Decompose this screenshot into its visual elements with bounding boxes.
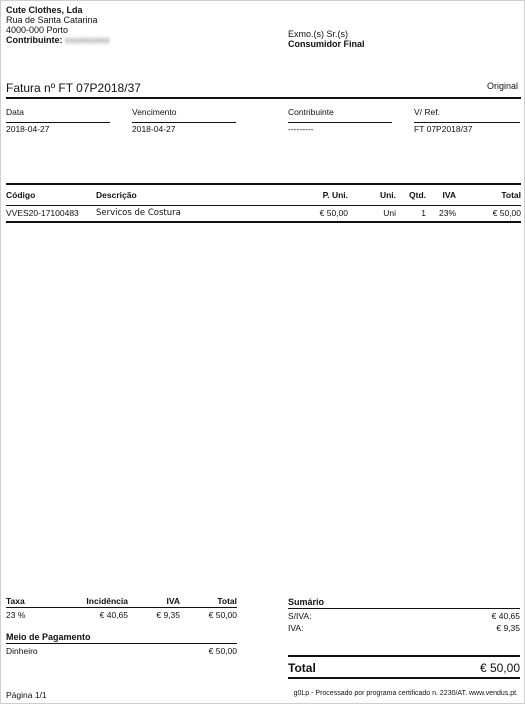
- meta-date-label: Data: [6, 107, 24, 117]
- col-qty-header: Qtd.: [409, 190, 426, 200]
- items-bottom-rule: [6, 221, 521, 223]
- meta-due-line: [132, 122, 236, 123]
- tax-base-header: Incidência: [86, 596, 128, 606]
- tax-row: [6, 608, 237, 623]
- item-total: € 50,00: [492, 208, 521, 218]
- meta-ref-line: [414, 122, 520, 123]
- table-row: [6, 206, 521, 220]
- summary-vat-row: [288, 623, 520, 633]
- tax-rate: 23 %: [6, 610, 26, 620]
- summary-vat-label: IVA:: [288, 623, 304, 633]
- col-code-header: Código: [6, 190, 36, 200]
- col-vat-header: IVA: [442, 190, 456, 200]
- payment-row: [6, 644, 237, 656]
- items-header-row: [6, 190, 521, 206]
- tax-base: € 40,65: [99, 610, 128, 620]
- meta-due-value: 2018-04-27: [132, 124, 176, 134]
- meta-date-value: 2018-04-27: [6, 124, 50, 134]
- payment-block: [6, 632, 237, 656]
- grand-total-value: € 50,00: [479, 661, 520, 675]
- tax-vat-header: IVA: [166, 596, 180, 606]
- item-vat: 23%: [438, 208, 456, 218]
- items-table: [6, 190, 521, 219]
- item-description: Servicos de Costura: [96, 208, 181, 218]
- meta-date-line: [6, 122, 110, 123]
- tax-total-header: Total: [217, 596, 237, 606]
- col-description-header: Descrição: [96, 190, 137, 200]
- meta-due: [132, 107, 236, 134]
- payment-title: Meio de Pagamento: [6, 632, 237, 644]
- meta-ref-value: FT 07P2018/37: [414, 124, 473, 134]
- item-qty: 1: [421, 208, 426, 218]
- item-unit-price: € 50,00: [319, 208, 348, 218]
- company-block: [6, 5, 110, 45]
- software-certification: g0Lp - Processado por programa certificado n. 2230/AT. www.vendus.pt.: [293, 690, 518, 697]
- title-divider: [6, 97, 521, 99]
- items-top-rule: [6, 183, 521, 185]
- meta-taxpayer: [288, 107, 392, 134]
- col-unit-header: Uni.: [379, 190, 396, 200]
- summary-vat-value: € 9,35: [496, 623, 520, 633]
- total-bottom-rule: [288, 677, 520, 679]
- summary-net-label: S/IVA:: [288, 611, 312, 621]
- tax-summary: [6, 596, 237, 622]
- company-taxid-label: Contribuinte:: [6, 35, 63, 45]
- tax-header-row: [6, 596, 237, 608]
- invoice-title: Fatura nº FT 07P2018/37: [6, 81, 141, 95]
- summary-block: [288, 597, 520, 633]
- summary-net-value: € 40,65: [491, 611, 520, 621]
- meta-taxpayer-label: Contribuinte: [288, 107, 334, 117]
- payment-method: Dinheiro: [6, 646, 38, 656]
- company-taxid: [6, 35, 110, 45]
- company-name: Cute Clothes, Lda: [6, 5, 83, 15]
- payment-amount: € 50,00: [208, 646, 237, 656]
- item-unit: Uni: [383, 208, 396, 218]
- company-address-line2: 4000-000 Porto: [6, 25, 69, 35]
- summary-title: Sumário: [288, 597, 520, 609]
- tax-total: € 50,00: [208, 610, 237, 620]
- item-code: VVES20-17100483: [6, 208, 79, 218]
- customer-block: [288, 29, 365, 49]
- grand-total-label: Total: [288, 661, 316, 675]
- meta-date: [6, 107, 110, 134]
- page-number: Página 1/1: [6, 690, 47, 700]
- meta-taxpayer-line: [288, 122, 392, 123]
- tax-vat: € 9,35: [156, 610, 180, 620]
- meta-taxpayer-value: ---------: [288, 124, 314, 134]
- customer-salutation: Exmo.(s) Sr.(s): [288, 29, 348, 39]
- company-taxid-value: xxxxxxxxx: [65, 35, 111, 45]
- total-divider: [288, 655, 520, 657]
- grand-total: [288, 661, 520, 675]
- customer-name: Consumidor Final: [288, 39, 365, 49]
- copy-label: Original: [486, 81, 518, 91]
- col-unit-price-header: P. Uni.: [322, 190, 348, 200]
- col-total-header: Total: [501, 190, 521, 200]
- tax-table: [6, 596, 237, 622]
- summary-net-row: [288, 611, 520, 621]
- meta-ref: [414, 107, 520, 134]
- tax-rate-header: Taxa: [6, 596, 25, 606]
- meta-ref-label: V/ Ref.: [414, 107, 440, 117]
- meta-due-label: Vencimento: [132, 107, 177, 117]
- company-address-line1: Rua de Santa Catarina: [6, 15, 98, 25]
